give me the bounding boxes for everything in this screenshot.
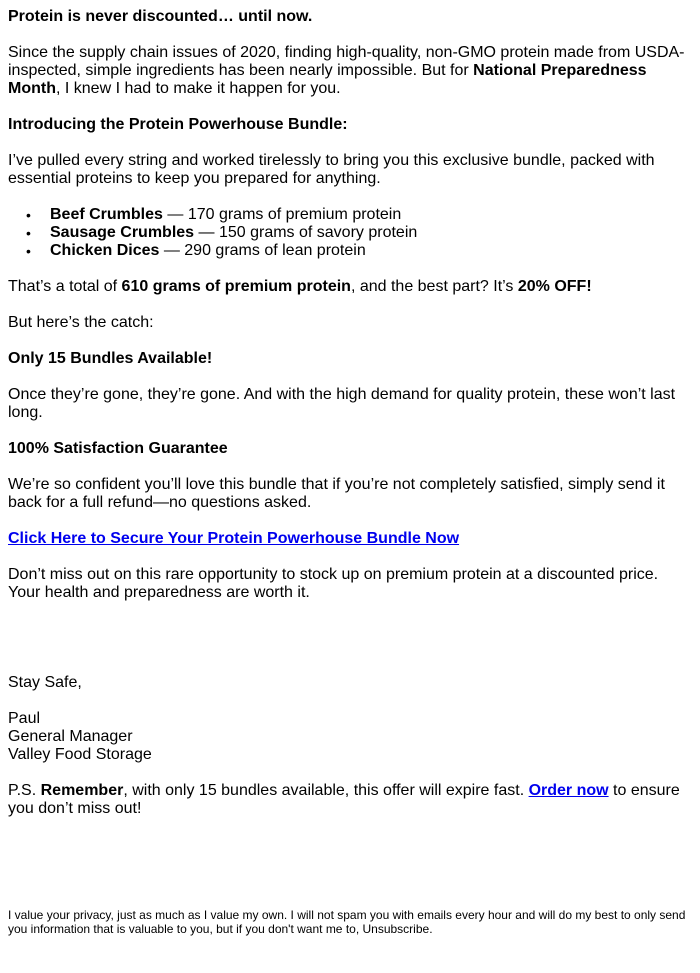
list-item xyxy=(50,206,692,224)
ps-prefix: P.S. xyxy=(8,782,41,799)
intro-heading xyxy=(8,116,692,134)
ps-text-after-link: to ensure you don’t miss out! xyxy=(8,782,680,817)
item-detail: — 150 grams of savory protein xyxy=(194,224,418,241)
ps-paragraph xyxy=(8,782,692,818)
intro-heading-text: Introducing the Protein Powerhouse Bundle: xyxy=(8,116,348,133)
total-text-middle: , and the best part? It’s xyxy=(350,278,518,295)
discount-bold: 20% OFF! xyxy=(517,278,592,295)
item-name: Sausage Crumbles xyxy=(50,224,195,241)
headline xyxy=(8,8,692,26)
signature-company: Valley Food Storage xyxy=(8,746,152,763)
total-bold: 610 grams of premium protein xyxy=(121,278,351,295)
total-text-before: That’s a total of xyxy=(8,278,122,295)
intro-text-before: Since the supply chain issues of 2020, finding high-quality, non-GMO protein made from USDA-inspected, simple ingredients has been nearly impossible. But for xyxy=(8,44,685,79)
spacer xyxy=(8,620,692,674)
secure-bundle-link[interactable]: Click Here to Secure Your Protein Powerhouse Bundle Now xyxy=(8,530,460,547)
total-paragraph xyxy=(8,278,692,296)
description-paragraph: I’ve pulled every string and worked tirelessly to bring you this exclusive bundle, packed with essential proteins to keep you prepared for anything. xyxy=(8,152,655,187)
item-name: Beef Crumbles xyxy=(50,206,163,223)
privacy-footer: I value your privacy, just as much as I value my own. I will not spam you with emails every hour and will do my best to only send you information that is valuable to you, but if you don't want me to, Unsubscribe. xyxy=(8,908,686,936)
guarantee-heading-text: 100% Satisfaction Guarantee xyxy=(8,440,228,457)
closing-paragraph: Don’t miss out on this rare opportunity to stock up on premium protein at a discounted price. Your health and preparedness are worth it. xyxy=(8,566,659,601)
spacer xyxy=(8,836,692,908)
ps-text-before-link: , with only 15 bundles available, this offer will expire fast. xyxy=(123,782,529,799)
availability-heading xyxy=(8,350,692,368)
availability-paragraph: Once they’re gone, they’re gone. And with the high demand for quality protein, these won’t last long. xyxy=(8,386,676,421)
bundle-items-list xyxy=(8,206,692,260)
item-detail: — 290 grams of lean protein xyxy=(159,242,366,259)
signature-title: General Manager xyxy=(8,728,133,745)
intro-paragraph xyxy=(8,44,692,98)
availability-heading-text: Only 15 Bundles Available! xyxy=(8,350,213,367)
guarantee-paragraph: We’re so confident you’ll love this bundle that if you’re not completely satisfied, simply send it back for a full refund—no questions asked. xyxy=(8,476,665,511)
list-item xyxy=(50,224,692,242)
intro-text-after: , I knew I had to make it happen for you. xyxy=(55,80,341,97)
catch-paragraph: But here’s the catch: xyxy=(8,314,154,331)
signoff: Stay Safe, xyxy=(8,674,82,691)
list-item xyxy=(50,242,692,260)
ps-bold: Remember xyxy=(40,782,124,799)
cta-paragraph xyxy=(8,530,692,548)
signature-name: Paul xyxy=(8,710,41,727)
guarantee-heading xyxy=(8,440,692,458)
signature-block xyxy=(8,710,692,764)
item-detail: — 170 grams of premium protein xyxy=(162,206,402,223)
item-name: Chicken Dices xyxy=(50,242,160,259)
intro-bold: National Preparedness Month xyxy=(8,62,647,97)
order-now-link[interactable]: Order now xyxy=(528,782,609,799)
headline-text: Protein is never discounted… until now. xyxy=(8,8,313,25)
